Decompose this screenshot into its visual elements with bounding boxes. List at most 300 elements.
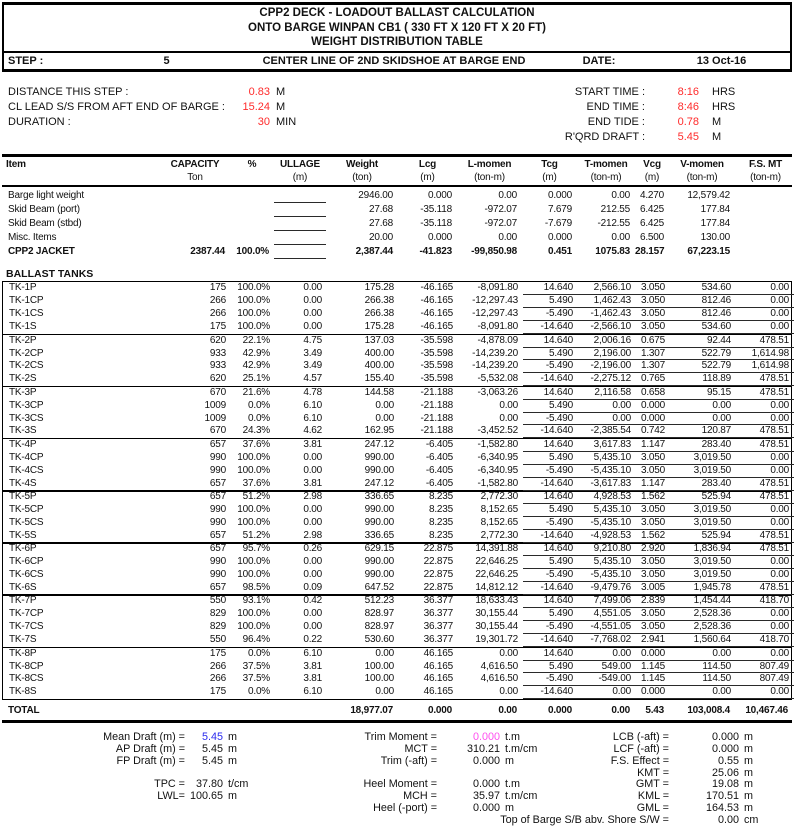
value-cell: 18,633.43 (475, 595, 518, 607)
column-header: % (247, 158, 257, 170)
summary-row (2, 815, 792, 827)
value-cell: 162.95 (364, 425, 394, 437)
value-cell: 6.425 (639, 203, 664, 215)
value-cell: 266.38 (364, 295, 394, 307)
value-cell: 0.42 (303, 595, 322, 607)
value-cell: 114.50 (670, 661, 736, 674)
value-cell: 20.00 (368, 232, 393, 244)
value-cell: 0.00 (736, 556, 794, 569)
item-cell: CPP2 JACKET (8, 246, 75, 258)
title-line-1: CPP2 DECK - LOADOUT BALLAST CALCULATION (259, 7, 535, 19)
info-row (2, 100, 792, 115)
summary-value: 5.45 (201, 754, 223, 767)
summary-label: KMT = (637, 766, 669, 779)
value-cell: 2,528.36 (670, 621, 736, 634)
value-cell: -1,462.43 (578, 308, 636, 321)
value-cell: 3.81 (303, 438, 322, 450)
title-line-3: WEIGHT DISTRIBUTION TABLE (311, 36, 483, 48)
value-cell: 3,019.50 (670, 504, 736, 517)
value-cell: -5,532.08 (477, 373, 518, 385)
item-cell: Barge light weight (8, 189, 84, 201)
value-cell: 6.10 (303, 647, 322, 659)
value-cell: 4.78 (303, 386, 322, 398)
table-row (3, 504, 791, 517)
value-cell: 0.22 (303, 634, 322, 646)
value-cell: -5.490 (523, 465, 578, 478)
table-row (3, 387, 791, 400)
value-cell: 990.00 (364, 569, 394, 581)
value-cell: -14,239.20 (472, 360, 518, 372)
value-cell: 1075.83 (595, 246, 630, 258)
summary-row (2, 791, 792, 803)
value-cell: -5.490 (523, 621, 578, 634)
value-cell: 3,617.83 (578, 439, 636, 452)
info-label: START TIME : (574, 85, 645, 98)
value-cell: 522.79 (670, 360, 736, 373)
value-cell: 22.875 (423, 569, 453, 581)
value-cell: 0.09 (303, 581, 322, 593)
value-cell: 93.1% (242, 595, 270, 607)
summary-value: 37.80 (195, 778, 223, 791)
value-cell: 51.2% (242, 529, 270, 541)
value-cell: 807.49 (736, 661, 794, 674)
item-cell: TK-1P (9, 282, 37, 294)
value-cell: -2,196.00 (578, 360, 636, 373)
value-cell: -4,928.53 (578, 530, 636, 543)
value-cell: 8,152.65 (480, 504, 518, 516)
value-cell: -5.490 (523, 308, 578, 321)
value-cell (735, 217, 794, 230)
value-cell: 2,006.16 (578, 335, 636, 348)
value-cell: 46.165 (423, 686, 453, 698)
table-row (3, 452, 791, 465)
value-cell: 0.00 (670, 413, 736, 426)
item-cell: TK-8P (9, 647, 37, 659)
column-header: CAPACITY (170, 158, 220, 170)
value-cell: 933 (209, 360, 226, 372)
value-cell: 130.00 (700, 232, 730, 244)
value-cell: 1.562 (636, 530, 670, 543)
value-cell: 4.270 (639, 189, 664, 201)
summary-unit: m (744, 801, 753, 814)
value-cell: 3.005 (636, 582, 670, 595)
value-cell: 0.00 (303, 516, 322, 528)
value-cell: -41.823 (419, 246, 452, 258)
item-cell: TK-6CP (9, 556, 44, 568)
value-cell: 212.55 (600, 203, 630, 215)
value-cell: 2,566.10 (578, 282, 636, 295)
value-cell: -14.640 (523, 321, 578, 334)
summary-unit: m (505, 754, 514, 767)
value-cell: 0.00 (375, 647, 394, 659)
summary-value: 0.000 (472, 731, 500, 744)
value-cell: 0.00 (303, 464, 322, 476)
info-value: 0.78 (677, 115, 699, 128)
column-header: Item (6, 158, 26, 170)
value-cell: -46.165 (420, 321, 453, 333)
summary-label: GML = (636, 801, 669, 814)
value-cell: 100.0% (237, 308, 270, 320)
value-cell: 8.235 (428, 516, 453, 528)
summary-unit: t.m (505, 778, 520, 791)
value-cell: 100.0% (237, 451, 270, 463)
value-cell: -14.640 (523, 634, 578, 647)
value-cell: 30,155.44 (475, 621, 518, 633)
summary-unit (223, 803, 268, 815)
value-cell: 990 (209, 464, 226, 476)
value-cell: 3.050 (636, 295, 670, 308)
info-label: END TIDE : (587, 115, 645, 128)
value-cell: 0.000 (636, 400, 670, 413)
info-unit: M (712, 115, 722, 128)
value-cell: -6.405 (425, 464, 453, 476)
value-cell: -6.405 (425, 438, 453, 450)
value-cell: -12,297.43 (472, 295, 518, 307)
value-cell (160, 203, 230, 216)
value-cell: 829 (209, 608, 226, 620)
summary-label: LWL= (157, 790, 185, 803)
value-cell: 98.5% (242, 581, 270, 593)
value-cell: 266.38 (364, 308, 394, 320)
column-unit (2, 171, 160, 184)
column-unit: Ton (187, 171, 203, 183)
value-cell: 3.050 (636, 569, 670, 582)
value-cell: 283.40 (670, 439, 736, 452)
item-cell: TK-3CP (9, 399, 44, 411)
table-row (3, 439, 791, 452)
value-cell: 36.377 (423, 621, 453, 633)
value-cell: 2,387.44 (355, 246, 393, 258)
value-cell: 0.00 (736, 686, 794, 699)
value-cell: 2.98 (303, 491, 322, 503)
value-cell: 0.00 (670, 686, 736, 699)
summary-label: FP Draft (m) = (116, 754, 185, 767)
item-cell: TK-8CS (9, 673, 44, 685)
value-cell: 100.0% (237, 504, 270, 516)
value-cell: 22,646.25 (475, 569, 518, 581)
info-value: 30 (257, 115, 270, 128)
table-row (2, 704, 792, 718)
value-cell: 812.46 (670, 295, 736, 308)
value-cell: 1,462.43 (578, 295, 636, 308)
value-cell: 0.000 (547, 189, 572, 201)
info-value: 8:46 (677, 100, 699, 113)
value-cell: 620 (209, 373, 226, 385)
column-unit: (m) (644, 171, 660, 183)
summary-unit: m (228, 790, 237, 803)
column-header: Lcg (418, 158, 437, 170)
value-cell: 0.00 (578, 400, 636, 413)
value-cell: 5.490 (523, 400, 578, 413)
summary-label: F.S. Effect = (610, 754, 669, 767)
table-row (3, 413, 791, 426)
value-cell: 14.640 (523, 387, 578, 400)
value-cell: 137.03 (364, 334, 394, 346)
value-cell: 3,019.50 (670, 452, 736, 465)
value-cell: 933 (209, 347, 226, 359)
value-cell: 0.658 (636, 387, 670, 400)
value-cell (735, 245, 794, 258)
value-cell: 0.0% (248, 412, 270, 424)
value-cell: 5,435.10 (578, 504, 636, 517)
info-unit: MIN (276, 115, 297, 128)
value-cell (160, 704, 230, 718)
header-units-row (2, 171, 792, 184)
value-cell: 42.9% (242, 347, 270, 359)
value-cell: -35.118 (420, 217, 452, 229)
value-cell: 0.00 (498, 705, 517, 717)
item-cell: Skid Beam (stbd) (8, 217, 82, 229)
item-cell: TK-2S (9, 373, 37, 385)
summary-label: Top of Barge S/B abv. Shore S/W = (500, 813, 669, 826)
value-cell: 4.62 (303, 425, 322, 437)
column-header: ULLAGE (280, 158, 320, 170)
value-cell: -46.165 (420, 295, 453, 307)
column-header: Vcg (643, 158, 661, 170)
column-header: Tcg (541, 158, 558, 170)
value-cell: 12,579.42 (687, 189, 730, 201)
value-cell: 2,116.58 (578, 387, 636, 400)
value-cell: 100.00 (364, 660, 394, 672)
value-cell: 1.145 (636, 673, 670, 686)
value-cell: 247.12 (364, 438, 394, 450)
value-cell (230, 217, 274, 230)
value-cell: 336.65 (364, 529, 394, 541)
table-row (3, 582, 791, 595)
value-cell (274, 189, 326, 203)
summary-label (2, 815, 185, 827)
summary-value: 0.000 (472, 754, 500, 767)
value-cell: -14,239.20 (472, 347, 518, 359)
info-value (240, 130, 270, 145)
value-cell: -3,617.83 (578, 478, 636, 491)
value-cell: 4,928.53 (578, 491, 636, 504)
value-cell: -3,063.26 (477, 386, 518, 398)
value-cell: 5.490 (523, 504, 578, 517)
table-row (2, 217, 792, 231)
table-row (3, 556, 791, 569)
value-cell: 478.51 (736, 335, 794, 348)
value-cell: 6.500 (639, 232, 664, 244)
value-cell: 0.00 (736, 569, 794, 582)
value-cell: 3.050 (636, 608, 670, 621)
info-label: DURATION : (8, 115, 71, 128)
value-cell: -6.405 (425, 451, 453, 463)
info-label: END TIME : (586, 100, 645, 113)
step-label: STEP : (8, 54, 44, 67)
column-unit: (ton-m) (474, 171, 505, 183)
value-cell: -6.405 (425, 477, 453, 489)
value-cell: 670 (209, 386, 226, 398)
value-cell: 400.00 (364, 347, 394, 359)
value-cell: 828.97 (364, 608, 394, 620)
item-cell: Skid Beam (port) (8, 203, 80, 215)
column-unit: (ton) (352, 171, 372, 183)
value-cell: 0.0% (248, 647, 270, 659)
value-cell: 28.157 (635, 246, 665, 258)
value-cell: 525.94 (670, 530, 736, 543)
value-cell: 2.920 (636, 543, 670, 556)
value-cell: 3.81 (303, 477, 322, 489)
value-cell: 0.00 (303, 556, 322, 568)
value-cell: 0.00 (736, 452, 794, 465)
table-row (3, 686, 791, 699)
value-cell: -4,551.05 (578, 621, 636, 634)
ballast-tanks-label: BALLAST TANKS (6, 268, 94, 281)
item-cell: TK-4S (9, 477, 37, 489)
value-cell: 1.562 (636, 491, 670, 504)
value-cell: -3,452.52 (477, 425, 518, 437)
item-cell: TK-5P (9, 491, 37, 503)
value-cell: -1,582.80 (477, 438, 518, 450)
value-cell: 22.1% (242, 334, 270, 346)
value-cell: 114.50 (670, 673, 736, 686)
value-cell: -5.490 (523, 569, 578, 582)
summary-value: 35.97 (472, 790, 500, 803)
summary-label: Mean Draft (m) = (103, 731, 185, 744)
summary-value: 0.000 (711, 743, 739, 755)
value-cell: 27.68 (368, 203, 393, 215)
column-unit: (m) (292, 171, 308, 183)
value-cell: 990 (209, 516, 226, 528)
column-unit (230, 171, 274, 184)
item-cell: TK-8S (9, 686, 37, 698)
item-cell: TK-5CS (9, 516, 44, 528)
value-cell: -2,385.54 (578, 425, 636, 438)
value-cell: 7,499.06 (578, 595, 636, 608)
summary-unit: t.m/cm (505, 790, 538, 803)
value-cell: 96.4% (242, 634, 270, 646)
table-row (3, 661, 791, 674)
summary-value (185, 815, 223, 827)
summary-label: AP Draft (m) = (115, 743, 185, 755)
summary-row (2, 756, 792, 768)
value-cell: 0.000 (547, 705, 572, 717)
value-cell: -99,850.98 (471, 246, 517, 258)
value-cell: 0.00 (736, 295, 794, 308)
value-cell: 175 (209, 686, 226, 698)
item-cell: TK-5CP (9, 504, 44, 516)
item-cell: TK-6S (9, 581, 37, 593)
summary-unit: m (744, 754, 753, 767)
value-cell: 0.00 (736, 321, 794, 334)
value-cell: 3.49 (303, 360, 322, 372)
tank-group (2, 647, 792, 701)
summary-value: 19.08 (711, 778, 739, 791)
table-row (3, 543, 791, 556)
summary-row (2, 803, 792, 815)
value-cell: 7.679 (547, 203, 572, 215)
value-cell: 3.050 (636, 465, 670, 478)
value-cell: -5.490 (523, 413, 578, 426)
value-cell: 4,616.50 (480, 660, 518, 672)
table-row (3, 648, 791, 661)
value-cell: 22,646.25 (475, 556, 518, 568)
value-cell: -6,340.95 (477, 451, 518, 463)
item-cell: TK-8CP (9, 660, 44, 672)
info-value: 8:16 (677, 85, 699, 98)
value-cell: 478.51 (736, 373, 794, 386)
value-cell: 177.84 (700, 203, 730, 215)
value-cell: -6,340.95 (477, 464, 518, 476)
date-value: 13 Oct-16 (696, 54, 747, 67)
value-cell: 175.28 (364, 321, 394, 333)
value-cell: 0.000 (636, 686, 670, 699)
value-cell: -21.188 (420, 399, 453, 411)
value-cell: 100.0% (237, 464, 270, 476)
ballast-tanks-section (2, 281, 792, 700)
column-header: T-momen (584, 158, 628, 170)
value-cell: 46.165 (423, 660, 453, 672)
value-cell: 100.0% (237, 621, 270, 633)
value-cell: 14,391.88 (475, 543, 518, 555)
info-label (2, 130, 240, 145)
value-cell: 336.65 (364, 491, 394, 503)
value-cell: 990 (209, 556, 226, 568)
value-cell: -7.679 (544, 217, 572, 229)
value-cell: 3.81 (303, 673, 322, 685)
value-cell: 0.00 (499, 647, 518, 659)
value-cell: 18,977.07 (350, 705, 393, 717)
value-cell: 0.00 (498, 189, 517, 201)
value-cell: -9,479.76 (578, 582, 636, 595)
value-cell: 8.235 (428, 529, 453, 541)
value-cell: 0.00 (736, 465, 794, 478)
total-row (2, 701, 792, 723)
value-cell: 0.00 (498, 232, 517, 244)
value-cell: 266 (209, 295, 226, 307)
summary-label: Trim (-aft) = (380, 754, 437, 767)
value-cell: 478.51 (736, 425, 794, 438)
value-cell: -5.490 (523, 517, 578, 530)
value-cell: 6.425 (639, 217, 664, 229)
value-cell: 1,836.94 (670, 543, 736, 556)
value-cell: 1.145 (636, 661, 670, 674)
tank-group (2, 281, 792, 335)
value-cell: 550 (209, 634, 226, 646)
value-cell: 0.00 (499, 686, 518, 698)
value-cell: 14.640 (523, 595, 578, 608)
table-row (3, 608, 791, 621)
value-cell: -5.490 (523, 673, 578, 686)
value-cell: 175 (209, 647, 226, 659)
value-cell: 8.235 (428, 504, 453, 516)
column-header: F.S. MT (748, 158, 783, 170)
value-cell: -14.640 (523, 425, 578, 438)
value-cell: 0.00 (375, 686, 394, 698)
value-cell: 5.490 (523, 608, 578, 621)
value-cell: 4,616.50 (480, 673, 518, 685)
value-cell: 0.26 (303, 543, 322, 555)
value-cell: 0.00 (736, 282, 794, 295)
value-cell: -972.07 (484, 203, 517, 215)
value-cell: -14.640 (523, 582, 578, 595)
item-cell: TK-4P (9, 438, 37, 450)
value-cell: -21.188 (420, 425, 453, 437)
summary-value: 0.55 (717, 754, 739, 767)
value-cell: 5,435.10 (578, 556, 636, 569)
value-cell: 46.165 (423, 647, 453, 659)
value-cell (160, 217, 230, 230)
value-cell: 3.81 (303, 660, 322, 672)
column-header: Weight (346, 158, 378, 170)
value-cell: 5,435.10 (578, 452, 636, 465)
value-cell: 418.70 (736, 634, 794, 647)
value-cell: 990.00 (364, 464, 394, 476)
value-cell: 629.15 (364, 543, 394, 555)
value-cell (274, 217, 326, 231)
value-cell (735, 203, 794, 216)
